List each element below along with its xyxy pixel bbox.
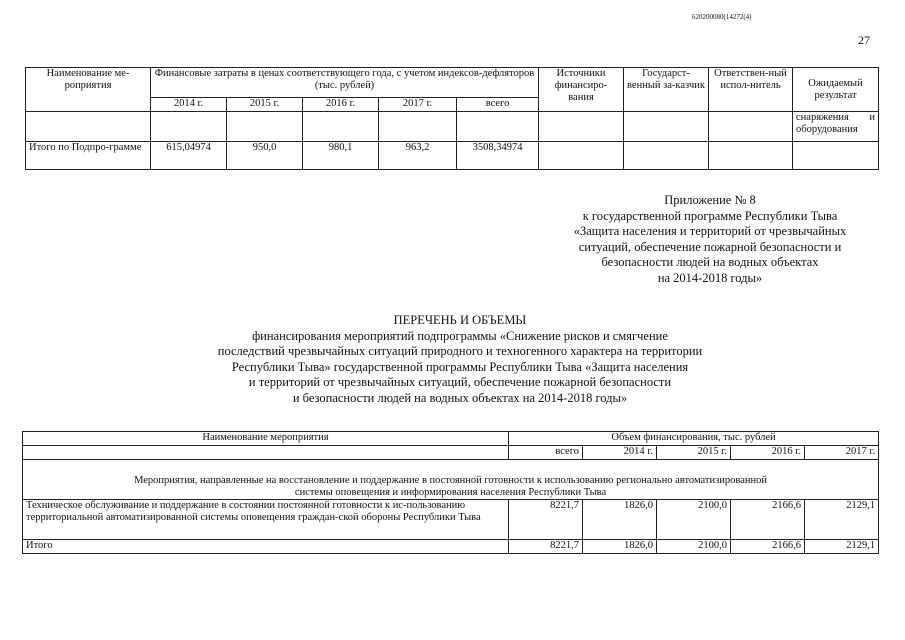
header-year: 2017 г. xyxy=(379,98,457,112)
measure-value: 2166,6 xyxy=(731,500,805,540)
total-value: 963,2 xyxy=(379,142,457,170)
header-total: всего xyxy=(509,446,583,460)
appendix-line: ситуаций, обеспечение пожарной безопасности и xyxy=(578,239,842,254)
header-funding-volume: Объем финансирования, тыс. рублей xyxy=(509,432,879,446)
total-value: 950,0 xyxy=(227,142,303,170)
header-year: 2015 г. xyxy=(657,446,731,460)
document-code: 620200080(14272(4) xyxy=(692,13,752,21)
total-value: 1826,0 xyxy=(583,540,657,554)
measure-value: 2100,0 xyxy=(657,500,731,540)
appendix-line: безопасности людей на водных объектах xyxy=(601,255,819,269)
header-year: 2014 г. xyxy=(151,98,227,112)
total-value: 980,1 xyxy=(303,142,379,170)
page-number: 27 xyxy=(858,33,870,47)
header-financial-costs: Финансовые затраты в ценах соответствующего года, с учетом индексов-дефляторов (тыс. рублей) xyxy=(151,68,539,98)
funding-volume-table xyxy=(22,431,879,554)
measure-description: Техническое обслуживание и поддержание в состоянии постоянной готовности к ис-пользованию территориальной автоматизированной системы оповещения граждан-ской обороны Республики Тыва xyxy=(23,500,509,540)
title-line: финансирования мероприятий подпрограммы «Снижение рисков и смягчение xyxy=(252,328,668,343)
header-year: 2016 г. xyxy=(303,98,379,112)
section-heading: Мероприятия, направленные на восстановление и поддержание в постоянной готовности к использованию регионально автоматизированной системы оповещения и информирования населения Республики Тыва xyxy=(23,460,879,500)
header-year: 2016 г. xyxy=(731,446,805,460)
header-total: всего xyxy=(457,98,539,112)
header-expected-result: Ожидаемый результат xyxy=(793,68,879,112)
appendix-heading xyxy=(520,193,900,286)
measure-value: 8221,7 xyxy=(509,500,583,540)
appendix-line: на 2014-2018 годы» xyxy=(657,270,763,285)
header-year: 2015 г. xyxy=(227,98,303,112)
header-measure-name: Наименование мероприятия xyxy=(23,432,509,446)
appendix-line: «Защита населения и территорий от чрезвычайных xyxy=(573,224,847,238)
total-label: Итого xyxy=(23,540,509,554)
document-title xyxy=(100,313,820,406)
measure-value: 1826,0 xyxy=(583,500,657,540)
appendix-line: к государственной программе Республики Тыва xyxy=(582,208,838,223)
header-funding-sources: Источники финансиро-вания xyxy=(539,68,624,112)
header-responsible-executor: Ответствен-ный испол-нитель xyxy=(709,68,793,112)
measure-value: 2129,1 xyxy=(805,500,879,540)
appendix-line: Приложение № 8 xyxy=(664,193,756,207)
header-state-customer: Государст-венный за-казчик xyxy=(624,68,709,112)
total-value: 2166,6 xyxy=(731,540,805,554)
header-year: 2017 г. xyxy=(805,446,879,460)
total-value: 2100,0 xyxy=(657,540,731,554)
total-value: 615,04974 xyxy=(151,142,227,170)
header-year: 2014 г. xyxy=(583,446,657,460)
total-value: 3508,34974 xyxy=(457,142,539,170)
title-line: ПЕРЕЧЕНЬ И ОБЪЕМЫ xyxy=(393,313,527,327)
header-measure-name: Наименование ме-роприятия xyxy=(26,68,151,112)
title-line: и территорий от чрезвычайных ситуаций, обеспечение пожарной безопасности xyxy=(248,375,672,389)
title-line: Республики Тыва» государственной программы Республики Тыва «Защита населения xyxy=(231,359,689,374)
subprogram-costs-table xyxy=(25,67,879,170)
title-line: и безопасности людей на водных объектах на 2014-2018 годы» xyxy=(292,390,628,405)
total-value: 2129,1 xyxy=(805,540,879,554)
result-continued-text: снаряжения и оборудования xyxy=(793,112,879,142)
total-subprogram-label: Итого по Подпро-грамме xyxy=(26,142,151,170)
total-value: 8221,7 xyxy=(509,540,583,554)
title-line: последствий чрезвычайных ситуаций природного и техногенного характера на территории xyxy=(217,344,703,358)
